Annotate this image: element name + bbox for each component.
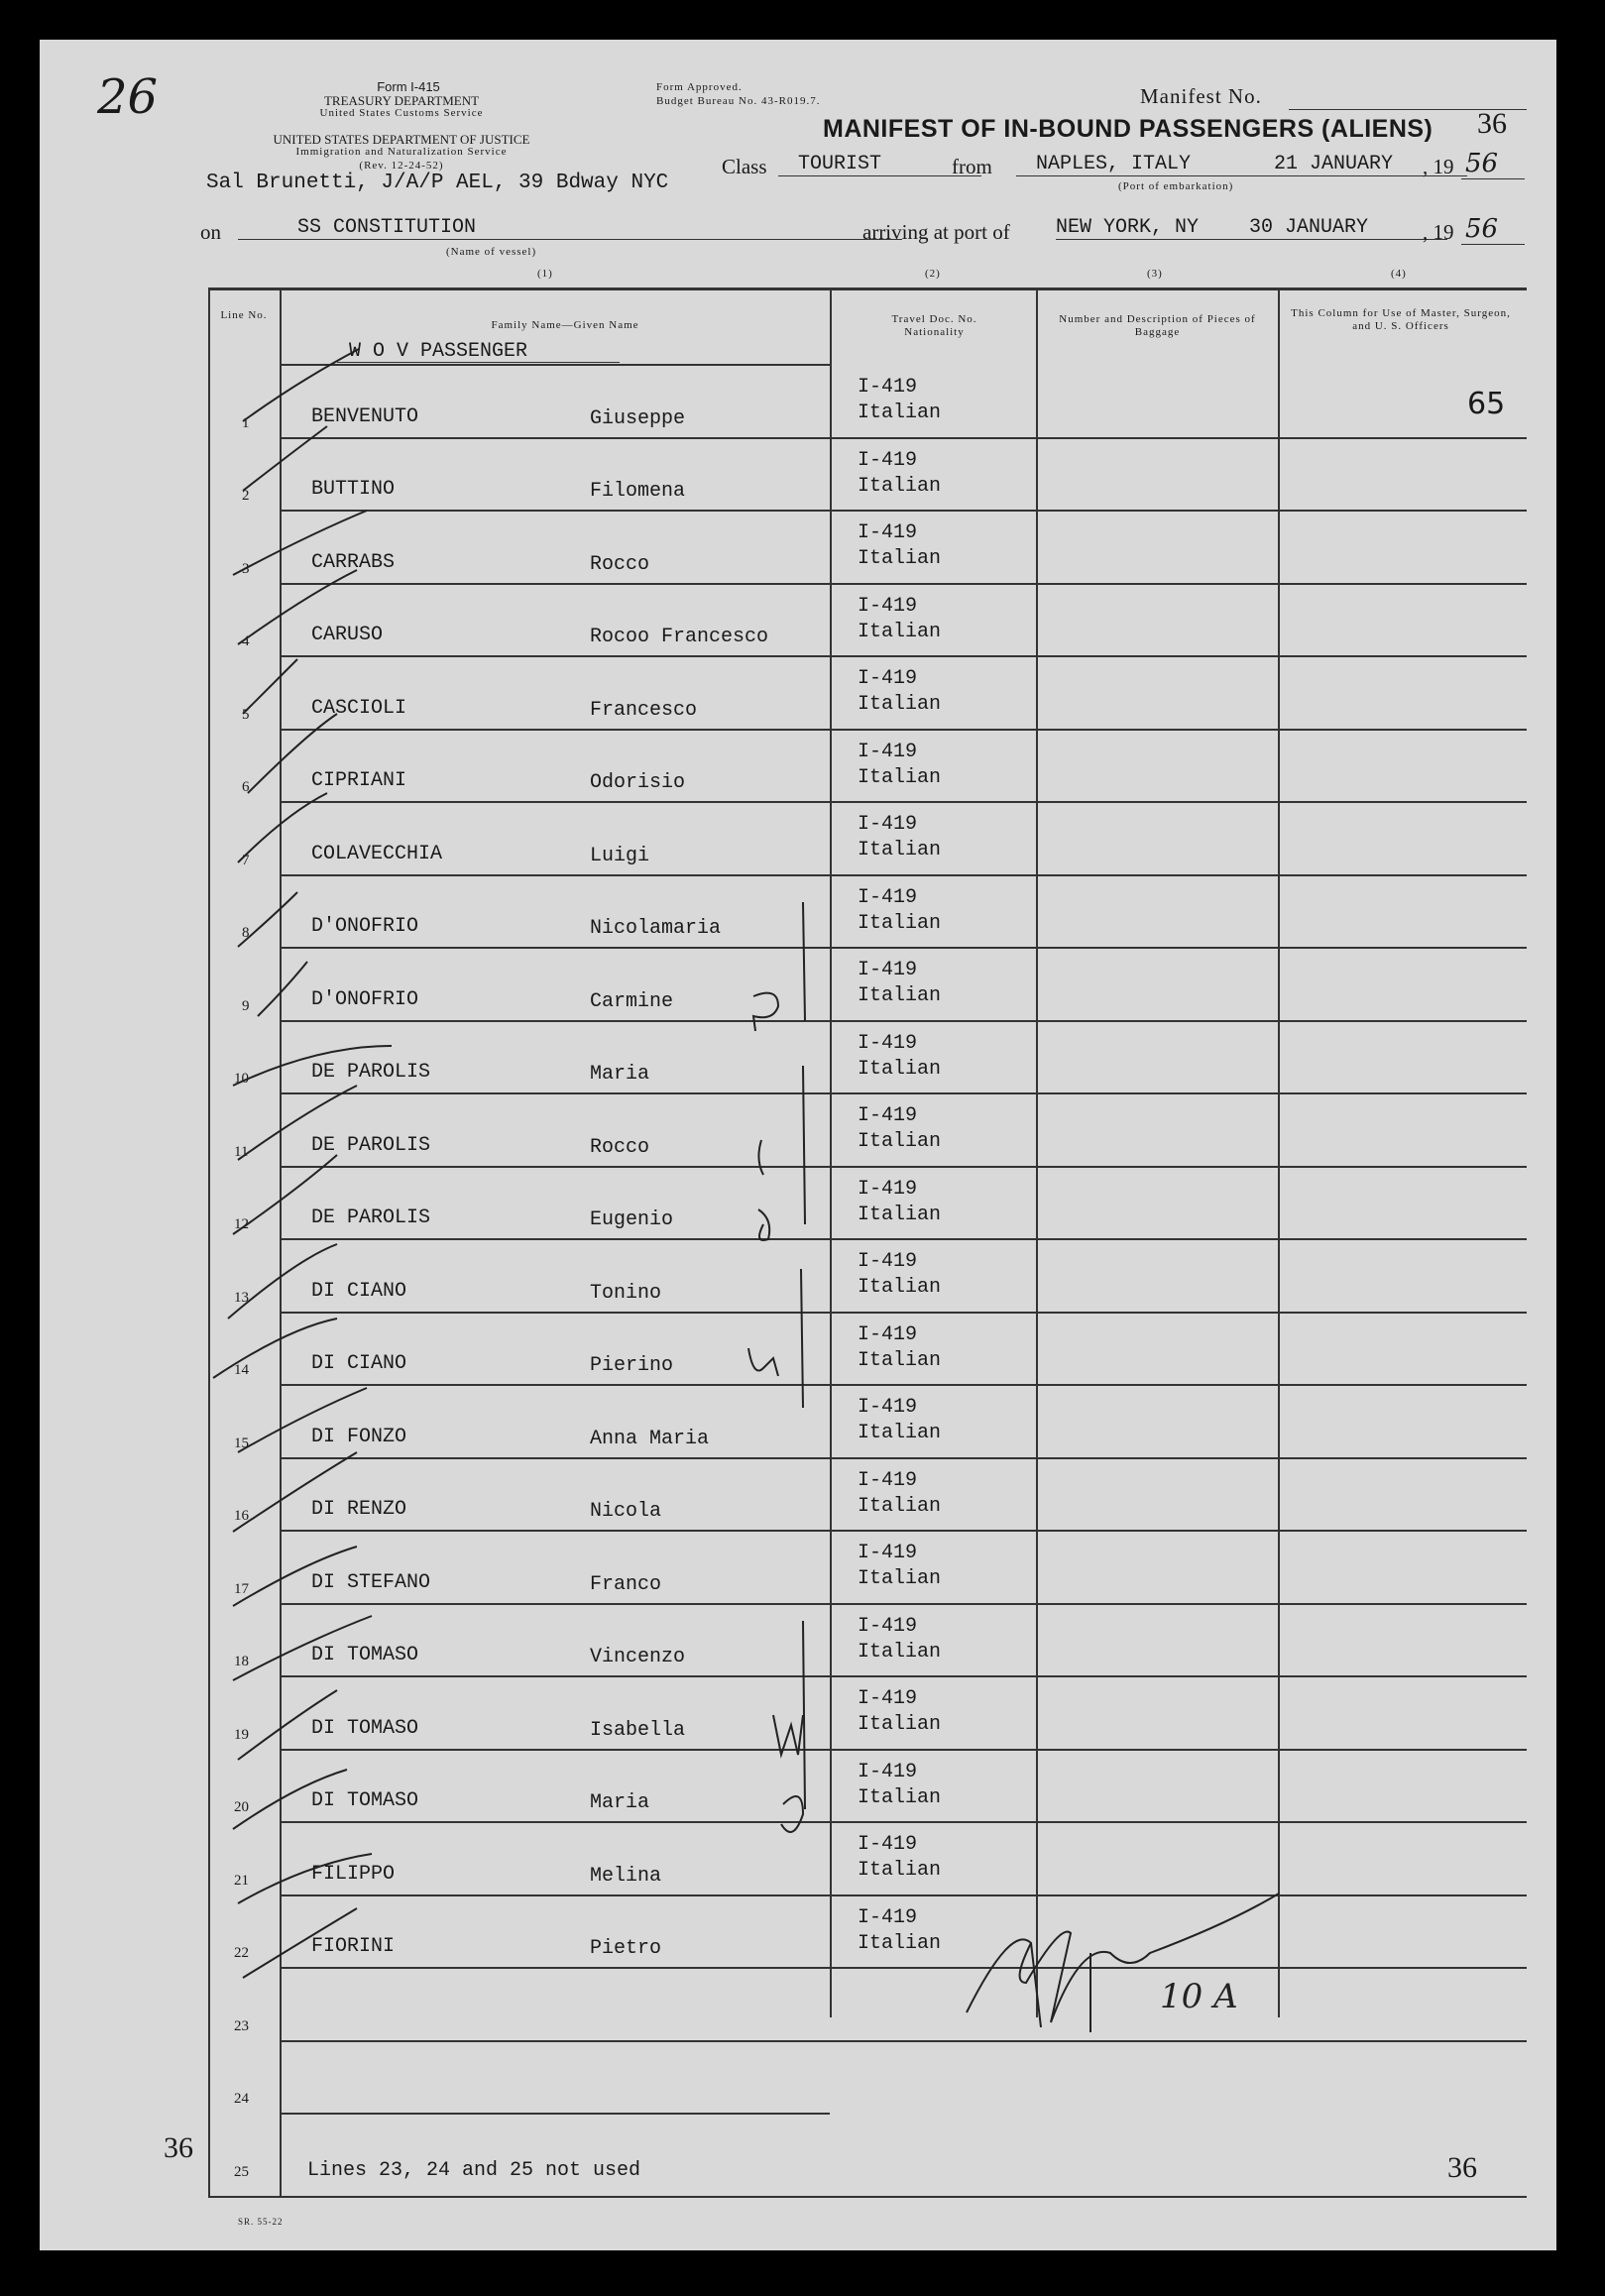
given-name: Maria (590, 1063, 650, 1086)
row-divider (280, 729, 1527, 731)
bracket-mark (803, 1066, 805, 1224)
line-number: 23 (234, 2017, 249, 2034)
bracket-mark (803, 902, 805, 1021)
form-approved: Form Approved. (656, 81, 743, 93)
row-divider (280, 437, 1527, 439)
row-divider (280, 1384, 1527, 1386)
given-name: Luigi (590, 844, 650, 867)
family-name: DE PAROLIS (311, 1061, 431, 1084)
given-name: Franco (590, 1572, 662, 1596)
given-name: Rocco (590, 1135, 650, 1159)
col-number: (1) (537, 268, 553, 280)
line-number: 20 (234, 1799, 249, 1815)
arrival-year-line (1461, 244, 1525, 245)
given-name: Rocoo Francesco (590, 626, 769, 648)
travel-doc-number: I-419 (858, 1833, 918, 1856)
row-divider (280, 583, 1527, 585)
row-divider (280, 1166, 1527, 1168)
port-caption: (Port of embarkation) (1118, 180, 1234, 192)
given-name: Rocco (590, 552, 650, 576)
line-number: 12 (234, 1216, 249, 1232)
given-name: Vincenzo (590, 1646, 686, 1668)
row-divider (280, 655, 1527, 657)
nationality: Italian (858, 984, 942, 1007)
nationality: Italian (858, 911, 942, 935)
line-number: 24 (234, 2091, 249, 2107)
family-name: CARUSO (311, 624, 384, 646)
row-divider (280, 1457, 1527, 1459)
family-name: DI TOMASO (311, 1644, 419, 1666)
travel-doc-number: I-419 (858, 1104, 918, 1127)
check-mark (258, 962, 307, 1016)
nationality: Italian (858, 1859, 942, 1882)
checkmark-strokes (213, 349, 1279, 2032)
family-name: DE PAROLIS (311, 1206, 431, 1229)
subheader-underline (337, 362, 620, 363)
from-year-prefix: , 19 (1423, 155, 1454, 178)
travel-doc-number: I-419 (858, 1396, 918, 1419)
header-separator (280, 364, 830, 366)
line-number: 15 (234, 1435, 249, 1451)
given-name: Isabella (590, 1718, 686, 1742)
nationality: Italian (858, 1931, 942, 1955)
line-number: 5 (242, 706, 250, 723)
row-divider (280, 510, 1527, 512)
col-divider (830, 287, 832, 2017)
line-number: 25 (234, 2163, 249, 2180)
line-number: 18 (234, 1654, 249, 1669)
line-number: 10 (234, 1071, 249, 1087)
given-name: Tonino (590, 1281, 662, 1305)
given-name: Odorisio (590, 771, 686, 794)
row-divider (280, 1675, 1527, 1677)
line-number: 21 (234, 1872, 249, 1889)
signature-scrawl (967, 1894, 1279, 2022)
family-name: BUTTINO (311, 478, 396, 501)
bottom-left-number: 36 (164, 2131, 193, 2164)
travel-doc-number: I-419 (858, 594, 918, 618)
family-name: FILIPPO (311, 1862, 396, 1886)
arrival-year: 56 (1465, 214, 1499, 244)
handwritten-note: 10 A (1160, 1977, 1238, 2016)
col-divider (1036, 287, 1038, 2017)
on-label: on (200, 220, 221, 244)
line-number: 14 (234, 1362, 249, 1378)
line-number: 6 (242, 779, 250, 795)
manifest-no-label: Manifest No. (1140, 84, 1262, 108)
form-revision: (Rev. 12-24-52) (359, 160, 444, 172)
nationality: Italian (858, 1130, 942, 1153)
col-number: (2) (925, 268, 941, 280)
dept-treasury: TREASURY DEPARTMENT (323, 93, 480, 108)
arrival-port: NEW YORK, NY (1056, 216, 1229, 240)
row-divider (280, 1749, 1527, 1751)
initial-mark (758, 1209, 769, 1240)
nationality: Italian (858, 1422, 942, 1444)
table-top-border (208, 287, 1527, 290)
family-name: BENVENUTO (311, 404, 419, 428)
line-number: 22 (234, 1945, 249, 1961)
nationality: Italian (858, 1640, 942, 1664)
nationality: Italian (858, 547, 942, 570)
initial-mark (758, 1140, 763, 1175)
nationality: Italian (858, 1567, 942, 1590)
travel-doc-number: I-419 (858, 1760, 918, 1783)
row-divider (280, 1312, 1527, 1314)
header-line-no: Line No. (220, 309, 268, 321)
row-divider (280, 1967, 1527, 1969)
travel-doc-number: I-419 (858, 1542, 918, 1564)
travel-doc-number: I-419 (858, 667, 918, 690)
line-number: 3 (242, 560, 250, 577)
family-name: D'ONOFRIO (311, 915, 419, 938)
travel-doc-number: I-419 (858, 1250, 918, 1273)
travel-doc-number: I-419 (858, 1468, 918, 1492)
footer-note: Lines 23, 24 and 25 not used (307, 2159, 641, 2182)
row-divider (280, 1530, 1527, 1532)
row-divider (280, 1821, 1527, 1823)
budget-bureau: Budget Bureau No. 43-R019.7. (656, 95, 821, 107)
nationality: Italian (858, 839, 942, 861)
officer-note-row1: 65 (1467, 387, 1506, 421)
row-divider (280, 874, 1527, 876)
arrival-year-prefix: , 19 (1423, 220, 1454, 244)
line-number: 11 (234, 1143, 249, 1160)
family-name: DI FONZO (311, 1425, 407, 1448)
family-name: DI CIANO (311, 1352, 407, 1375)
line-number: 19 (234, 1726, 249, 1743)
family-name: CARRABS (311, 550, 396, 574)
row-divider (280, 2113, 830, 2115)
line-number: 17 (234, 1580, 249, 1597)
col-divider (208, 287, 210, 2196)
family-name: DI TOMASO (311, 1716, 419, 1740)
given-name: Nicola (590, 1500, 662, 1523)
col-divider (1278, 287, 1280, 2017)
bracket-mark (803, 1621, 805, 1809)
row-divider (280, 1238, 1527, 1240)
nationality: Italian (858, 693, 942, 716)
row-divider (280, 1092, 1527, 1094)
form-id: Form I-415 (377, 79, 440, 94)
bottom-right-number: 36 (1447, 2151, 1477, 2184)
line-number: 9 (242, 997, 250, 1014)
travel-doc-number: I-419 (858, 813, 918, 836)
nationality: Italian (858, 1057, 942, 1081)
line-number: 1 (242, 414, 250, 431)
row-divider (280, 947, 1527, 949)
arrival-date: 30 JANUARY (1229, 216, 1447, 240)
check-mark (243, 659, 297, 714)
given-name: Eugenio (590, 1208, 674, 1231)
initial-mark (781, 1796, 803, 1832)
nationality: Italian (858, 1713, 942, 1736)
manifest-page (40, 40, 1556, 2250)
travel-doc-number: I-419 (858, 1031, 918, 1055)
given-name: Pietro (590, 1937, 662, 1960)
agent-line: Sal Brunetti, J/A/P AEL, 39 Bdway NYC (206, 172, 669, 194)
given-name: Pierino (590, 1354, 674, 1377)
initial-mark (753, 993, 778, 1031)
header-baggage: Number and Description of Pieces of Baggage (1059, 313, 1256, 338)
given-name: Anna Maria (590, 1427, 710, 1450)
table-bottom-border (208, 2196, 1527, 2198)
given-name: Filomena (590, 480, 686, 503)
family-name: DI TOMASO (311, 1789, 419, 1812)
header-officers: This Column for Use of Master, Surgeon, and U. S. Officers (1291, 307, 1511, 332)
travel-doc-number: I-419 (858, 885, 918, 909)
nationality: Italian (858, 765, 942, 789)
nationality: Italian (858, 1203, 942, 1226)
line-number: 13 (234, 1289, 249, 1306)
footer-code: SR. 55-22 (238, 2217, 284, 2227)
annotation-top: 26 (97, 69, 159, 125)
dept-customs: United States Customs Service (319, 107, 484, 119)
nationality: Italian (858, 620, 942, 643)
travel-doc-number: I-419 (858, 376, 918, 399)
travel-doc-number: I-419 (858, 448, 918, 472)
class-value: TOURIST (778, 153, 981, 176)
col-number: (3) (1147, 268, 1163, 280)
given-name: Melina (590, 1864, 662, 1888)
family-name: CIPRIANI (311, 769, 407, 792)
passenger-class-subheader: W O V PASSENGER (349, 340, 528, 363)
travel-doc-number: I-419 (858, 1322, 918, 1346)
line-number: 16 (234, 1508, 249, 1524)
row-divider (280, 1894, 1527, 1896)
col-number: (4) (1391, 268, 1407, 280)
travel-doc-number: I-419 (858, 1687, 918, 1710)
given-name: Maria (590, 1791, 650, 1814)
row-divider (280, 2040, 1527, 2042)
handwritten-marks (40, 40, 1556, 2250)
family-name: DE PAROLIS (311, 1133, 431, 1157)
header-name: Family Name—Given Name (491, 319, 639, 331)
vessel-caption: (Name of vessel) (446, 246, 537, 258)
row-divider (280, 1020, 1527, 1022)
nationality: Italian (858, 1276, 942, 1299)
nationality: Italian (858, 1494, 942, 1518)
line-number: 4 (242, 633, 250, 649)
dept-ins: Immigration and Naturalization Service (295, 146, 508, 158)
line-number: 8 (242, 925, 250, 941)
line-number: 7 (242, 852, 250, 868)
travel-doc-number: I-419 (858, 521, 918, 544)
arriving-label: arriving at port of (862, 220, 1010, 244)
travel-doc-number: I-419 (858, 1905, 918, 1929)
nationality: Italian (858, 474, 942, 498)
nationality: Italian (858, 402, 942, 424)
travel-doc-number: I-419 (858, 959, 918, 981)
family-name: FIORINI (311, 1935, 396, 1958)
travel-doc-number: I-419 (858, 1614, 918, 1638)
line-number: 2 (242, 488, 250, 504)
class-label: Class (722, 155, 767, 178)
given-name: Nicolamaria (590, 917, 722, 940)
from-date: 21 JANUARY (1234, 153, 1467, 176)
given-name: Francesco (590, 698, 698, 722)
travel-doc-number: I-419 (858, 1177, 918, 1201)
given-name: Giuseppe (590, 406, 686, 430)
from-port: NAPLES, ITALY (1016, 153, 1234, 176)
row-divider (280, 801, 1527, 803)
family-name: D'ONOFRIO (311, 987, 419, 1011)
travel-doc-number: I-419 (858, 740, 918, 763)
family-name: COLAVECCHIA (311, 842, 443, 865)
row-divider (280, 1603, 1527, 1605)
col-divider (280, 287, 282, 2196)
nationality: Italian (858, 1348, 942, 1372)
bracket-mark (801, 1269, 803, 1408)
from-year: 56 (1465, 149, 1499, 178)
initial-mark (748, 1348, 778, 1376)
page-title: MANIFEST OF IN-BOUND PASSENGERS (ALIENS) (823, 115, 1433, 143)
dept-justice: UNITED STATES DEPARTMENT OF JUSTICE (273, 132, 530, 147)
family-name: CASCIOLI (311, 696, 407, 720)
given-name: Carmine (590, 989, 674, 1013)
family-name: DI CIANO (311, 1279, 407, 1303)
manifest-no: 36 (1477, 107, 1507, 140)
family-name: DI RENZO (311, 1498, 407, 1521)
from-year-line (1461, 178, 1525, 179)
from-label: from (952, 155, 992, 178)
nationality: Italian (858, 1785, 942, 1809)
header-travel-doc: Travel Doc. No. Nationality (891, 313, 977, 338)
family-name: DI STEFANO (311, 1570, 431, 1594)
vessel-name: SS CONSTITUTION (238, 216, 902, 240)
